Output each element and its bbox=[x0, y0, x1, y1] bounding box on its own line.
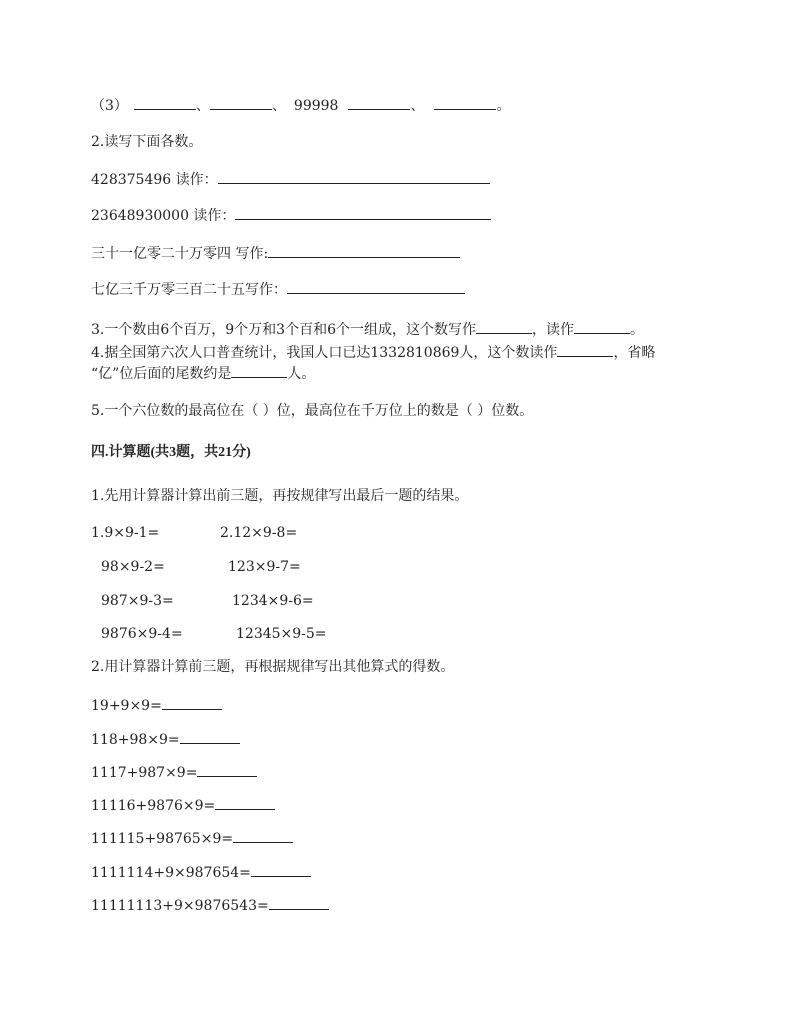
item-text: 三十一亿零二十万零四 写作: bbox=[91, 246, 269, 262]
q4-text: “亿”位后面的尾数约是 bbox=[91, 366, 232, 382]
q4-line-1 bbox=[91, 343, 655, 362]
answer-blank[interactable] bbox=[215, 796, 275, 810]
q1-item3-line bbox=[91, 96, 510, 115]
calc-left-1: 1.9×9-1= bbox=[91, 525, 160, 541]
equation-text: 111115+98765×9= bbox=[91, 831, 234, 847]
calc-q2-item-1 bbox=[91, 696, 222, 715]
answer-blank[interactable] bbox=[197, 763, 257, 777]
answer-blank[interactable] bbox=[180, 730, 240, 744]
q5-line: 5.一个六位数的最高位在（ ）位，最高位在千万位上的数是（ ）位数。 bbox=[91, 403, 534, 419]
answer-blank[interactable] bbox=[231, 364, 287, 378]
answer-blank[interactable] bbox=[251, 863, 311, 877]
answer-blank[interactable] bbox=[210, 96, 272, 110]
separator: 、 bbox=[195, 98, 210, 114]
answer-line[interactable] bbox=[268, 244, 460, 258]
calc-right-2: 123×9-7= bbox=[228, 559, 301, 575]
item-prefix: （3） bbox=[91, 98, 128, 114]
answer-blank[interactable] bbox=[348, 96, 410, 110]
calc-q2-item-5 bbox=[91, 829, 293, 848]
q4-text: 4.据全国第六次人口普查统计，我国人口已达1332810869人，这个数读作 bbox=[91, 345, 558, 361]
answer-line[interactable] bbox=[235, 206, 491, 220]
answer-line[interactable] bbox=[218, 170, 490, 184]
equation-text: 11116+9876×9= bbox=[91, 798, 216, 814]
calc-q2-item-7 bbox=[91, 896, 329, 915]
answer-blank[interactable] bbox=[162, 696, 222, 710]
answer-blank[interactable] bbox=[233, 829, 293, 843]
q3-text: ，读作 bbox=[532, 322, 574, 338]
answer-blank[interactable] bbox=[269, 896, 329, 910]
item-text: 23648930000 读作： bbox=[91, 208, 236, 224]
calc-left-4: 9876×9-4= bbox=[101, 626, 183, 642]
calc-q2-item-6 bbox=[91, 863, 311, 882]
q3-line bbox=[91, 320, 644, 339]
equation-text: 1111114+9×987654= bbox=[91, 865, 251, 881]
separator: 、 bbox=[271, 98, 286, 114]
q4-line-2 bbox=[91, 364, 315, 383]
separator: 。 bbox=[496, 98, 511, 114]
answer-blank[interactable] bbox=[574, 320, 630, 334]
q3-text: 。 bbox=[630, 322, 644, 338]
answer-blank[interactable] bbox=[557, 343, 613, 357]
equation-text: 11111113+9×9876543= bbox=[91, 898, 269, 914]
equation-text: 118+98×9= bbox=[91, 732, 180, 748]
section-heading: 四.计算题(共3题，共21分) bbox=[91, 445, 251, 460]
answer-blank[interactable] bbox=[434, 96, 496, 110]
q2-item-2 bbox=[91, 206, 491, 225]
q2-item-4 bbox=[91, 280, 465, 299]
calc-left-3: 987×9-3= bbox=[101, 593, 174, 609]
calc-q2-item-4 bbox=[91, 796, 275, 815]
equation-text: 1117+987×9= bbox=[91, 765, 198, 781]
q2-item-1 bbox=[91, 170, 490, 189]
calc-left-2: 98×9-2= bbox=[101, 559, 165, 575]
q4-text: ，省略 bbox=[613, 345, 656, 361]
given-number: 99998 bbox=[293, 98, 339, 114]
item-text: 428375496 读作： bbox=[91, 172, 218, 188]
item-text: 七亿三千万零三百二十五写作： bbox=[91, 282, 287, 298]
q3-text: 3.一个数由6个百万，9个万和3个百和6个一组成，这个数写作 bbox=[91, 322, 476, 338]
q2-title: 2.读写下面各数。 bbox=[91, 134, 203, 150]
separator: 、 bbox=[410, 98, 425, 114]
answer-blank[interactable] bbox=[476, 320, 532, 334]
answer-line[interactable] bbox=[287, 280, 465, 294]
calc-right-3: 1234×9-6= bbox=[232, 593, 314, 609]
calc-right-1: 2.12×9-8= bbox=[220, 525, 298, 541]
calc-q1-title: 1.先用计算器计算出前三题，再按规律写出最后一题的结果。 bbox=[91, 488, 469, 504]
calc-q2-item-2 bbox=[91, 730, 240, 749]
q2-item-3 bbox=[91, 244, 460, 263]
equation-text: 19+9×9= bbox=[91, 698, 162, 714]
calc-q2-title: 2.用计算器计算前三题，再根据规律写出其他算式的得数。 bbox=[91, 659, 455, 675]
calc-right-4: 12345×9-5= bbox=[236, 626, 327, 642]
q4-text: 人。 bbox=[287, 366, 316, 382]
calc-q2-item-3 bbox=[91, 763, 257, 782]
answer-blank[interactable] bbox=[134, 96, 196, 110]
